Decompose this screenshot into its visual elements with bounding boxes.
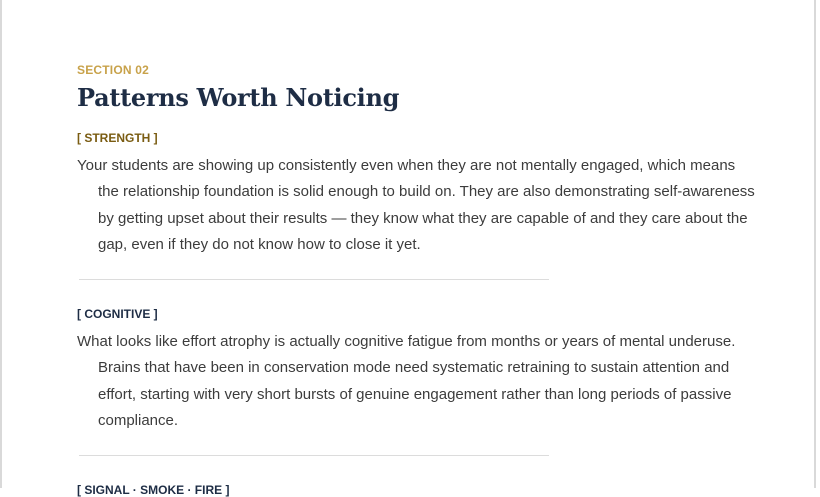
strength-block <box>77 131 757 280</box>
cognitive-block <box>77 307 757 456</box>
section-content <box>77 63 757 497</box>
strength-text: Your students are showing up consistently even when they are not mentally engaged, which means the relationship foundation is solid enough to build on. They are also demonstrating self-awareness by getting upset about their results — they know what they are capable of and they care about the gap, even if they do not know how to close it yet. <box>77 157 755 253</box>
cognitive-text: What looks like effort atrophy is actually cognitive fatigue from months or years of mental underuse. Brains that have been in conservation mode need systematic retraining to sustain attention and effort, starting with very short bursts of genuine engagement rather than long periods of passive compliance. <box>77 333 736 430</box>
section-label: SECTION 02 <box>77 63 150 77</box>
signal-tag: [ SIGNAL · SMOKE · FIRE ] <box>77 483 230 497</box>
strength-tag: [ STRENGTH ] <box>77 131 158 145</box>
cognitive-tag: [ COGNITIVE ] <box>77 307 158 322</box>
section-title: Patterns Worth Noticing <box>77 83 400 112</box>
divider <box>79 455 549 456</box>
signal-block <box>77 483 757 497</box>
divider <box>79 279 549 280</box>
